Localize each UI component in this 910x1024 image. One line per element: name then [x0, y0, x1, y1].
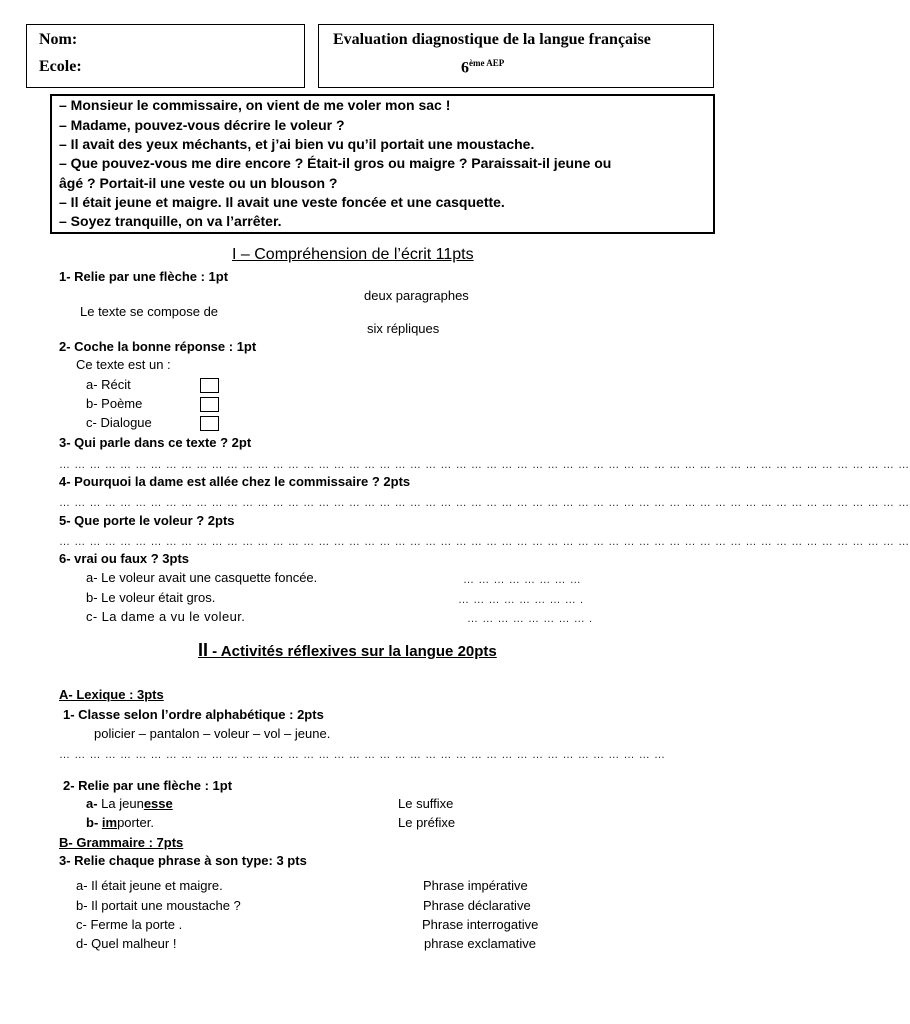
item-a-word-start: La jeun	[97, 796, 144, 811]
evaluation-title: Evaluation diagnostique de la langue française	[333, 31, 651, 48]
checkbox-dialogue[interactable]	[200, 416, 219, 431]
sentence-b: b- Il portait une moustache ?	[76, 898, 241, 913]
q3-label: 3- Qui parle dans ce texte ? 2pt	[59, 435, 252, 450]
lexique-q2-right-prefixe: Le préfixe	[398, 815, 456, 830]
level-label	[461, 58, 504, 77]
type-exclamative: phrase exclamative	[424, 936, 536, 951]
checkbox-poeme[interactable]	[200, 397, 219, 412]
q2-intro: Ce texte est un :	[76, 357, 171, 372]
q6-statement-b: b- Le voleur était gros.	[86, 590, 216, 605]
q1-option-repliques: six répliques	[367, 321, 440, 336]
sentence-a: a- Il était jeune et maigre.	[76, 878, 223, 893]
section2-numeral: II	[198, 640, 209, 660]
type-imperative: Phrase impérative	[423, 878, 528, 893]
lexique-q2-right-suffixe: Le suffixe	[398, 796, 454, 811]
q4-label: 4- Pourquoi la dame est allée chez le commissaire ? 2pts	[59, 474, 411, 489]
dialogue-line: âgé ? Portait-il une veste ou un blouson ?	[59, 175, 338, 191]
lexique-q2-item-a	[86, 796, 173, 811]
q6-statement-c: c- La dame a vu le voleur.	[86, 609, 246, 624]
section2-title	[198, 640, 497, 661]
dialogue-line: – Soyez tranquille, on va l’arrêter.	[59, 213, 282, 229]
item-b-word-end: porter.	[117, 815, 154, 830]
dialogue-line: – Que pouvez-vous me dire encore ? Était-il gros ou maigre ? Paraissait-il jeune ou	[59, 155, 612, 171]
lexique-q1-label: 1- Classe selon l’ordre alphabétique : 2pts	[63, 707, 324, 722]
q2-option-recit: a- Récit	[86, 377, 131, 392]
lexique-heading: A- Lexique : 3pts	[59, 687, 164, 702]
q1-option-paragraphes: deux paragraphes	[364, 288, 469, 303]
sentence-c: c- Ferme la porte .	[76, 917, 183, 932]
section2-title-text: - Activités réflexives sur la langue 20pts	[208, 643, 497, 660]
item-a-suffix: esse	[143, 796, 173, 811]
grammaire-heading: B- Grammaire : 7pts	[59, 835, 184, 850]
q3-answer-line[interactable]: … … … … … … … … … … … … … … … … … … … … … … … … … … … … … … … … … … … … … … … … … … … … … … … … … … … … … … … …	[59, 459, 910, 471]
item-b-letter: b-	[86, 815, 99, 830]
dialogue-line: – Il avait des yeux méchants, et j’ai bien vu qu’il portait une moustache.	[59, 136, 535, 152]
item-b-prefix: im	[101, 815, 118, 830]
level-number: 6	[461, 59, 469, 77]
type-interrogative: Phrase interrogative	[422, 917, 539, 932]
lexique-q1-words: policier – pantalon – voleur – vol – jeune.	[94, 726, 331, 741]
q5-label: 5- Que porte le voleur ? 2pts	[59, 513, 235, 528]
q6-statement-a: a- Le voleur avait une casquette foncée.	[86, 570, 318, 585]
q5-answer-line[interactable]: … … … … … … … … … … … … … … … … … … … … … … … … … … … … … … … … … … … … … … … … … … … … … … … … … … … … … … … …	[59, 536, 910, 548]
nom-label: Nom:	[39, 31, 78, 48]
grammaire-q3-label: 3- Relie chaque phrase à son type: 3 pts	[59, 853, 307, 868]
lexique-q2-item-b	[86, 815, 154, 830]
item-a-letter: a-	[86, 796, 98, 811]
q1-left-text: Le texte se compose de	[80, 304, 219, 319]
lexique-q2-label: 2- Relie par une flèche : 1pt	[63, 778, 233, 793]
checkbox-recit[interactable]	[200, 378, 219, 393]
sentence-d: d- Quel malheur !	[76, 936, 177, 951]
q4-answer-line[interactable]: … … … … … … … … … … … … … … … … … … … … … … … … … … … … … … … … … … … … … … … … … … … … … … … … … … … … … … … …	[59, 497, 910, 509]
lexique-q1-answer-line[interactable]: … … … … … … … … … … … … … … … … … … … … … … … … … … … … … … … … … … … … … … … …	[59, 749, 666, 761]
q2-option-dialogue: c- Dialogue	[86, 415, 152, 430]
q6-answer-b[interactable]: … … … … … … … … .	[458, 594, 584, 606]
q2-option-poeme: b- Poème	[86, 396, 143, 411]
q6-answer-a[interactable]: … … … … … … … …	[463, 574, 582, 586]
q1-label: 1- Relie par une flèche : 1pt	[59, 269, 229, 284]
q6-answer-c[interactable]: … … … … … … … … .	[467, 613, 593, 625]
dialogue-line: – Madame, pouvez-vous décrire le voleur ?	[59, 117, 345, 133]
section1-title: I – Compréhension de l’écrit 11pts	[232, 246, 474, 263]
dialogue-line: – Il était jeune et maigre. Il avait une veste foncée et une casquette.	[59, 194, 505, 210]
level-superscript: ème AEP	[469, 58, 505, 68]
q6-label: 6- vrai ou faux ? 3pts	[59, 551, 190, 566]
ecole-label: Ecole:	[39, 58, 82, 75]
q2-label: 2- Coche la bonne réponse : 1pt	[59, 339, 257, 354]
dialogue-line: – Monsieur le commissaire, on vient de me voler mon sac !	[59, 97, 451, 113]
type-declarative: Phrase déclarative	[423, 898, 531, 913]
